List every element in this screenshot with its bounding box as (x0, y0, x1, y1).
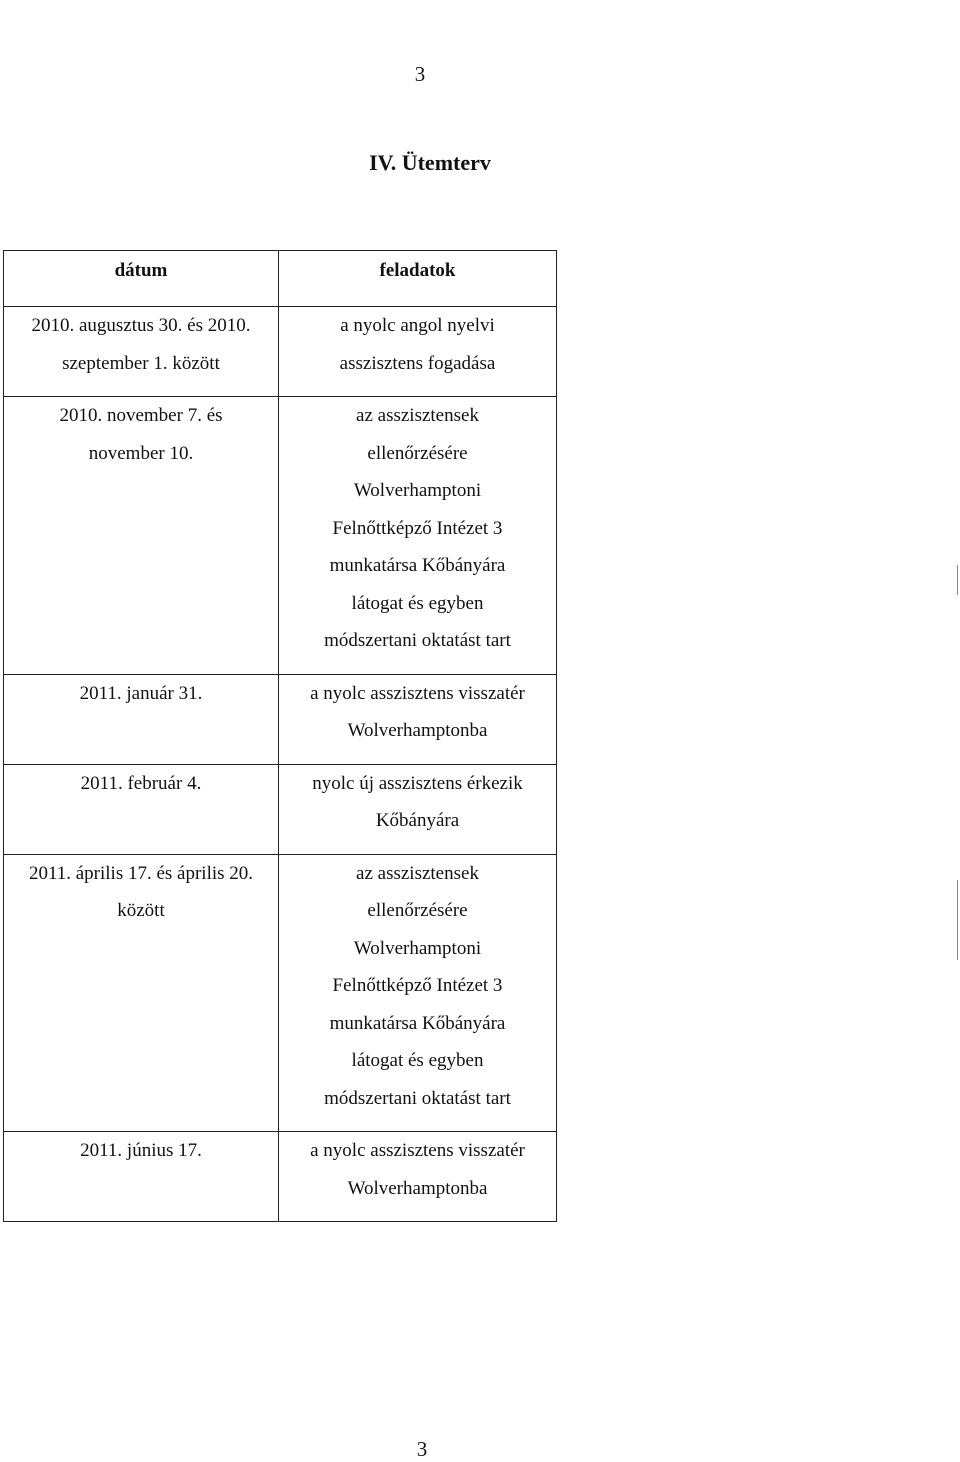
date-line: 2010. augusztus 30. és 2010. (31, 315, 251, 336)
task-line: a nyolc asszisztens visszatér (310, 1140, 525, 1161)
task-line: Wolverhamptonba (347, 1177, 488, 1199)
task-cell (279, 307, 557, 397)
task-line: az asszisztensek (356, 405, 479, 426)
task-line: Wolverhamptoni (353, 937, 482, 959)
date-line: november 10. (88, 442, 194, 464)
date-cell (4, 674, 279, 764)
task-line: Felnőttképző Intézet 3 (332, 975, 503, 996)
scan-edge-mark (957, 565, 958, 595)
task-line: asszisztens fogadása (339, 352, 496, 374)
task-line: módszertani oktatást tart (324, 630, 511, 651)
date-cell (4, 1132, 279, 1222)
table-row (4, 674, 557, 764)
task-line: az asszisztensek (356, 862, 479, 884)
task-cell (279, 397, 557, 675)
task-line: látogat és egyben (351, 1050, 484, 1071)
task-line: nyolc új asszisztens érkezik (312, 772, 523, 794)
task-line: ellenőrzésére (367, 900, 468, 921)
page-number-top: 3 (414, 62, 426, 86)
table-row (4, 854, 557, 1132)
section-title: IV. Ütemterv (369, 150, 491, 175)
date-line: között (117, 900, 165, 921)
date-line: 2011. június 17. (80, 1140, 202, 1161)
table-row (4, 397, 557, 675)
task-line: munkatársa Kőbányára (329, 555, 506, 576)
table-body (4, 307, 557, 1222)
date-line: 2010. november 7. és (59, 405, 223, 426)
task-line: Felnőttképző Intézet 3 (332, 517, 503, 539)
task-line: ellenőrzésére (367, 442, 468, 464)
date-cell (4, 307, 279, 397)
schedule-table (3, 250, 557, 1222)
table-row (4, 1132, 557, 1222)
task-line: a nyolc angol nyelvi (340, 315, 495, 336)
page-number-bottom: 3 (416, 1437, 428, 1461)
scan-edge-mark (957, 880, 958, 960)
task-line: Wolverhamptoni (353, 480, 482, 501)
header-date: dátum (4, 251, 279, 307)
table-row (4, 307, 557, 397)
date-cell (4, 764, 279, 854)
header-tasks: feladatok (279, 251, 557, 307)
task-line: Wolverhamptonba (347, 720, 488, 741)
task-line: munkatársa Kőbányára (329, 1012, 506, 1034)
date-line: 2011. január 31. (79, 682, 203, 704)
date-line: 2011. február 4. (80, 772, 202, 794)
task-cell (279, 854, 557, 1132)
task-cell (279, 1132, 557, 1222)
task-cell (279, 674, 557, 764)
task-line: módszertani oktatást tart (324, 1087, 511, 1109)
task-line: a nyolc asszisztens visszatér (310, 682, 525, 704)
date-line: szeptember 1. között (62, 352, 220, 374)
task-cell (279, 764, 557, 854)
task-line: látogat és egyben (351, 592, 484, 614)
date-line: 2011. április 17. és április 20. (28, 862, 254, 884)
table-header-row (4, 251, 557, 307)
task-line: Kőbányára (375, 810, 460, 831)
table-row (4, 764, 557, 854)
date-cell (4, 397, 279, 675)
date-cell (4, 854, 279, 1132)
